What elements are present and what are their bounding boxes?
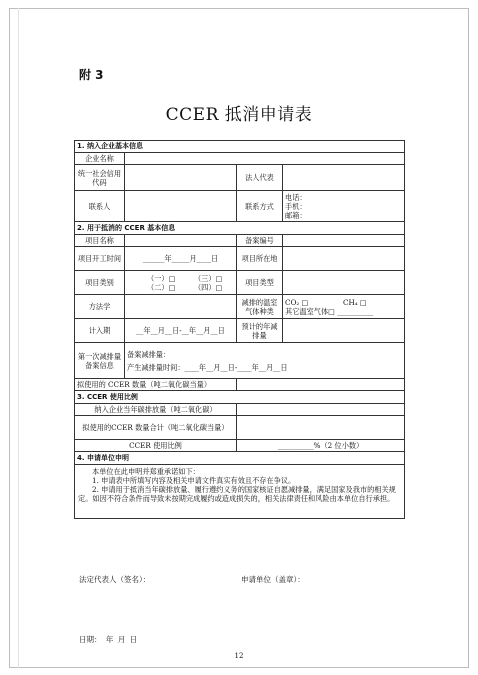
category-option-4[interactable]: （四）□ [193, 282, 223, 292]
category-options[interactable] [125, 271, 237, 295]
proposed-amount-label: 拟使用的 CCER 数量（吨二氧化碳当量） [75, 379, 237, 391]
type-label: 项目类型 [237, 271, 283, 295]
crediting-period-label: 计入期 [75, 319, 125, 343]
credit-code-field[interactable] [125, 165, 237, 191]
start-time-label: 项目开工时间 [75, 247, 125, 271]
category-option-3[interactable]: （三）□ [193, 273, 223, 283]
phone-label: 电话： [285, 192, 307, 202]
recorded-reduction-label: 备案减排量： [127, 349, 171, 359]
declaration-body [75, 465, 405, 519]
location-label: 项目所在地 [237, 247, 283, 271]
proposed-total-label: 拟使用的CCER 数量合计（吨二氧化碳当量） [75, 416, 237, 440]
applicant-seal-label: 申请单位（盖章）： [241, 575, 305, 584]
legal-rep-signature-label: 法定代表人（签名）： [79, 575, 151, 584]
category-option-1[interactable]: （一）□ [147, 273, 176, 283]
proposed-total-field[interactable] [237, 416, 405, 440]
legal-rep-label: 法人代表 [237, 165, 283, 191]
declaration-intro: 本单位在此申明并郑重承诺如下： [92, 467, 200, 476]
ghg-options[interactable] [283, 295, 405, 319]
enterprise-emissions-field[interactable] [237, 404, 405, 416]
project-name-label: 项目名称 [75, 235, 125, 247]
annual-reduction-field[interactable] [283, 319, 405, 343]
contact-method-label: 联系方式 [237, 191, 283, 222]
methodology-label: 方法学 [75, 295, 125, 319]
mobile-label: 手机： [285, 201, 307, 211]
email-label: 邮箱： [285, 210, 307, 220]
ghg-label: 减排的温室气体种类 [237, 295, 283, 319]
other-ghg-checkbox[interactable]: 其它温室气体□ __________ [285, 306, 374, 316]
annual-reduction-label: 预计的年减排量 [237, 319, 283, 343]
annex-label: 附 3 [79, 68, 104, 82]
page-title: CCER 抵消申请表 [165, 105, 313, 125]
date-label: 日期： 年 月 日 [79, 635, 138, 644]
company-name-field[interactable] [125, 153, 405, 165]
legal-rep-field[interactable] [283, 165, 405, 191]
ch4-checkbox[interactable]: CH₄ □ [342, 297, 367, 307]
contact-person-label: 联系人 [75, 191, 125, 222]
section3-header: 3. CCER 使用比例 [75, 391, 405, 404]
generation-time-label: 产生减排量时间：____年__月__日-____年__月__日 [127, 362, 288, 372]
contact-person-field[interactable] [125, 191, 237, 222]
declaration-item-1: 1. 申请表中所填写内容及相关申请文件真实有效且不存在争议。 [92, 476, 296, 485]
record-no-label: 备案编号 [237, 235, 283, 247]
project-name-field[interactable] [125, 235, 237, 247]
crediting-period-field[interactable]: __年__月__日-__年__月__日 [125, 319, 237, 343]
methodology-field[interactable] [125, 295, 237, 319]
location-field[interactable] [283, 247, 405, 271]
usage-ratio-field[interactable]: __________%（2 位小数） [237, 440, 405, 452]
section1-header: 1. 纳入企业基本信息 [75, 141, 405, 153]
category-label: 项目类别 [75, 271, 125, 295]
record-no-field[interactable] [283, 235, 405, 247]
first-record-label: 第一次减排量备案信息 [75, 343, 125, 379]
first-record-field[interactable] [125, 343, 405, 379]
ccer-application-form [74, 140, 405, 519]
credit-code-label: 统一社会信用代码 [75, 165, 125, 191]
company-name-label: 企业名称 [75, 153, 125, 165]
type-field[interactable] [283, 271, 405, 295]
section2-header: 2. 用于抵消的 CCER 基本信息 [75, 222, 405, 235]
contact-method-field[interactable] [283, 191, 405, 222]
page-number: 12 [234, 652, 244, 660]
proposed-amount-field[interactable] [237, 379, 405, 391]
co2-checkbox[interactable]: CO₂ □ [285, 297, 309, 307]
section4-header: 4. 申请单位申明 [75, 452, 405, 465]
declaration-item-2: 2. 申请用于抵消当年碳排放量、履行遵约义务的国家核证自愿减排量，满足国家及我市的相关规定。如因不符合条件而导致未按期完成履约或造成损失的，相关法律责任和风险由本单位自行承担。 [78, 485, 396, 503]
enterprise-emissions-label: 纳入企业当年碳排放量（吨二氧化碳） [75, 404, 237, 416]
usage-ratio-label: CCER 使用比例 [75, 440, 237, 452]
start-time-field[interactable]: ______年_____月____日 [125, 247, 237, 271]
category-option-2[interactable]: （二）□ [147, 282, 176, 292]
